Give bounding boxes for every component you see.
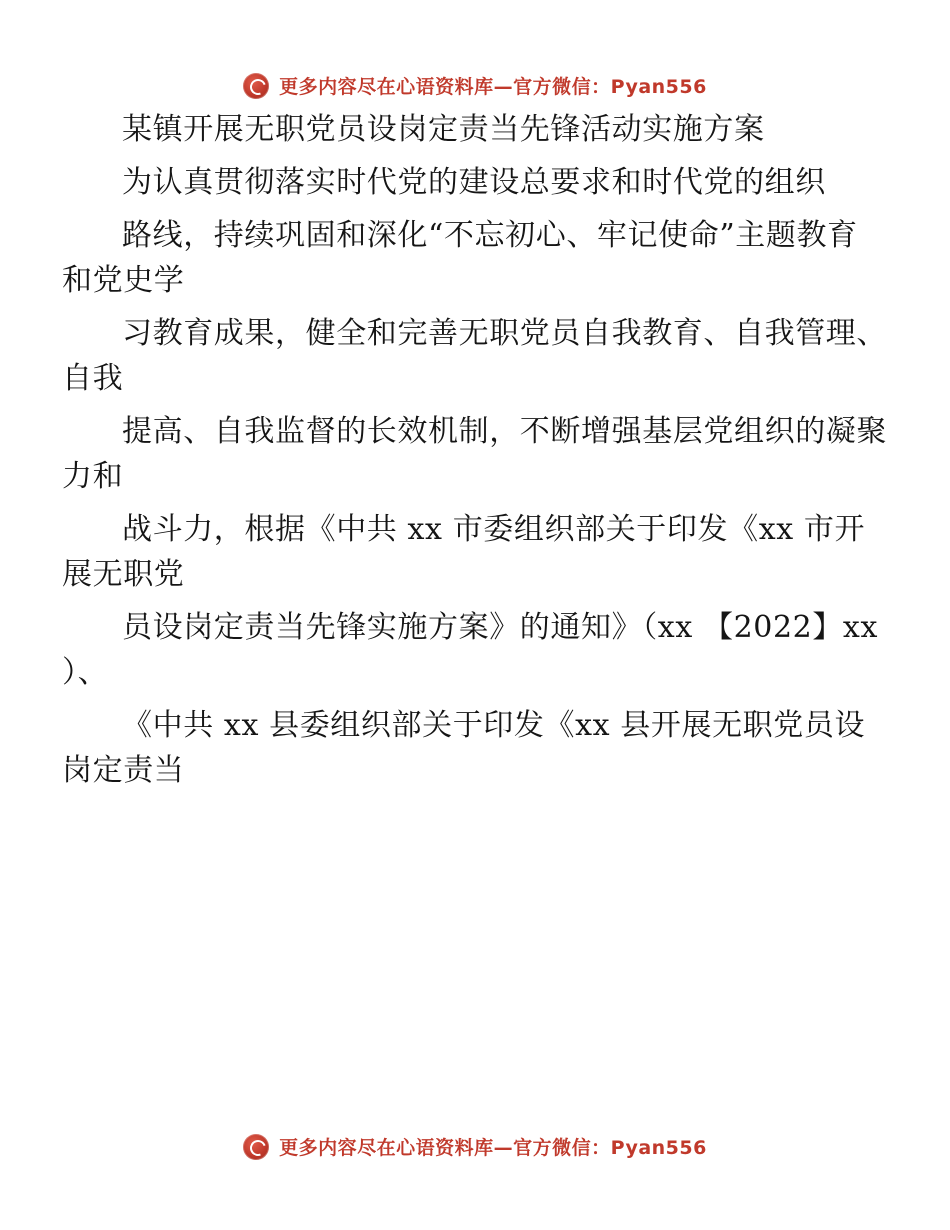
document-paragraph: 路线，持续巩固和深化“不忘初心、牢记使命”主题教育和党史学 xyxy=(62,218,858,298)
document-paragraph: 提高、自我监督的长效机制，不断增强基层党组织的凝聚力和 xyxy=(62,414,887,494)
watermark-footer xyxy=(0,1133,950,1230)
document-content xyxy=(0,99,950,1133)
watermark-footer-account: Pyan556 xyxy=(610,1137,707,1159)
document-paragraph: 员设岗定责当先锋实施方案》的通知》（xx 【2022】xx ）、 xyxy=(62,610,878,690)
watermark-header-text xyxy=(279,72,707,99)
watermark-header xyxy=(0,0,950,99)
watermark-footer-main: 更多内容尽在心语资料库—官方微信： xyxy=(279,1137,611,1159)
watermark-header-account: Pyan556 xyxy=(610,76,707,98)
watermark-footer-text xyxy=(279,1133,707,1160)
circle-swirl-logo-icon xyxy=(243,1134,269,1160)
watermark-header-main: 更多内容尽在心语资料库—官方微信： xyxy=(279,76,611,98)
document-title: 某镇开展无职党员设岗定责当先锋活动实施方案 xyxy=(122,112,765,147)
circle-swirl-logo-icon xyxy=(243,73,269,99)
document-paragraph: 战斗力，根据《中共 xx 市委组织部关于印发《xx 市开展无职党 xyxy=(62,512,866,592)
document-paragraph: 为认真贯彻落实时代党的建设总要求和时代党的组织 xyxy=(122,165,826,200)
document-paragraph: 习教育成果，健全和完善无职党员自我教育、自我管理、自我 xyxy=(62,316,887,396)
document-paragraph: 《中共 xx 县委组织部关于印发《xx 县开展无职党员设岗定责当 xyxy=(62,708,866,788)
